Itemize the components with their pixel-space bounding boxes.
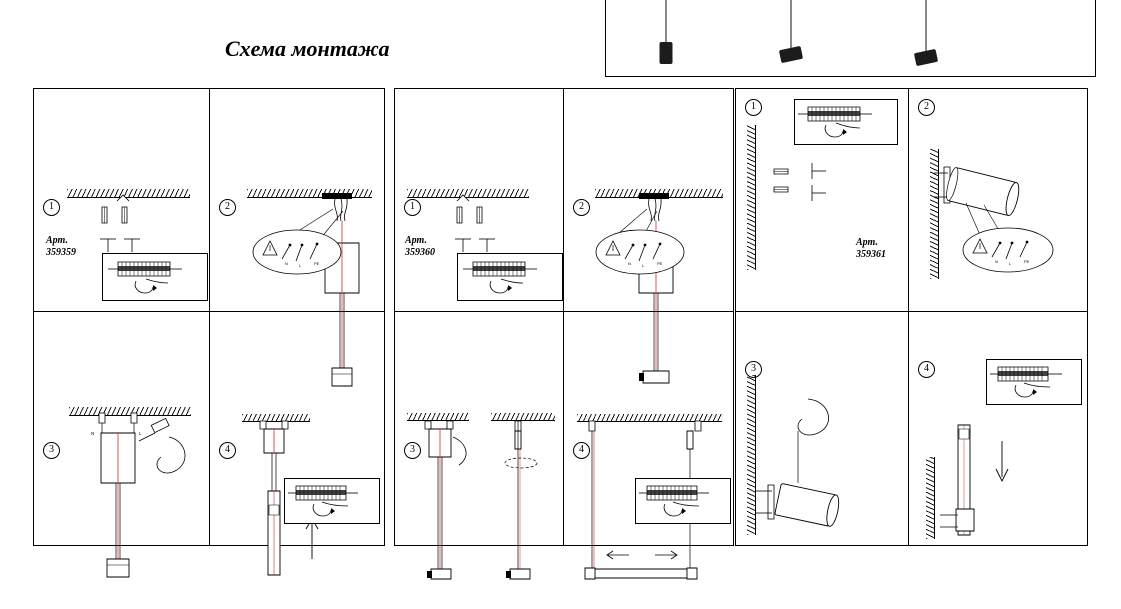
- step-number-4: 4: [918, 361, 935, 378]
- article-number: 359360: [405, 247, 435, 258]
- article-number: 359361: [856, 249, 886, 260]
- wall-hatch: [747, 125, 755, 270]
- svg-text:N: N: [285, 261, 288, 266]
- lamp-body: [779, 46, 803, 63]
- lamp-wire: [926, 0, 927, 54]
- article-word: Арт.: [856, 237, 878, 248]
- lamp-body: [914, 49, 938, 66]
- svg-text:PE: PE: [314, 261, 320, 266]
- screw-pair: [453, 237, 499, 253]
- svg-text:PE: PE: [1024, 259, 1030, 264]
- step-number-1: 1: [43, 199, 60, 216]
- wall-lamp-step3: [750, 379, 900, 539]
- lamp-assembly-step3a: [407, 419, 487, 605]
- screw-pair-wall: [810, 161, 836, 205]
- panel-divider-horizontal: [736, 311, 1087, 312]
- article-word: Арт.: [46, 235, 68, 246]
- wire-connection-callout: [595, 229, 685, 275]
- article-number: 359359: [46, 247, 76, 258]
- step-number-4: 4: [573, 442, 590, 459]
- article-label-359359: [46, 235, 76, 259]
- lamp-body: [660, 42, 673, 64]
- step-number-2: 2: [573, 199, 590, 216]
- product-photo-strip: [605, 0, 1096, 77]
- step-number-3: 3: [745, 361, 762, 378]
- svg-text:N: N: [628, 261, 631, 266]
- panel-359359: [33, 88, 385, 546]
- wire-connection-callout: [252, 229, 342, 275]
- lamp-assembly-step3b: [491, 419, 571, 605]
- panel-359361: [735, 88, 1088, 546]
- svg-text:N: N: [91, 431, 95, 436]
- step-number-1: 1: [404, 199, 421, 216]
- lamp-assembly-step2: [247, 193, 377, 393]
- lamp-wire: [791, 0, 792, 50]
- step-number-3: 3: [43, 442, 60, 459]
- panel-divider-vertical: [209, 89, 210, 545]
- article-label-359361: [856, 237, 886, 261]
- terminal-block-detail: [798, 103, 894, 143]
- panel-divider-vertical: [908, 89, 909, 545]
- step-number-4: 4: [219, 442, 236, 459]
- photo-lamp-1: [651, 0, 681, 66]
- step-number-1: 1: [745, 99, 762, 116]
- photo-lamp-2: [776, 0, 806, 66]
- step-number-3: 3: [404, 442, 421, 459]
- dowel-pair: [453, 207, 493, 225]
- ceiling-notch: [67, 193, 190, 201]
- terminal-block-detail: [461, 257, 559, 299]
- screw-pair: [98, 237, 144, 253]
- lamp-assembly-step2: [591, 193, 731, 393]
- svg-text:N: N: [995, 259, 998, 264]
- ceiling-notch: [407, 193, 529, 201]
- terminal-block-detail: [106, 257, 204, 299]
- article-label-359360: [405, 235, 435, 259]
- step-number-2: 2: [219, 199, 236, 216]
- page-title: Схема монтажа: [225, 36, 390, 61]
- step-number-2: 2: [918, 99, 935, 116]
- wall-line: [755, 125, 756, 270]
- terminal-block-detail: [288, 482, 376, 522]
- lamp-wire: [666, 0, 667, 44]
- dowel-pair: [98, 207, 138, 225]
- svg-text:L: L: [642, 263, 645, 268]
- svg-text:L: L: [1009, 261, 1012, 266]
- svg-text:L: L: [299, 263, 302, 268]
- terminal-block-detail: [990, 363, 1078, 403]
- lamp-assembly-step3: [69, 411, 209, 601]
- terminal-block-detail: [639, 482, 727, 522]
- svg-text:L: L: [139, 431, 142, 436]
- photo-lamp-3: [911, 0, 941, 68]
- article-word: Арт.: [405, 235, 427, 246]
- panel-359360: [394, 88, 734, 546]
- svg-text:PE: PE: [657, 261, 663, 266]
- wire-connection-callout: [962, 227, 1054, 273]
- dowel-pair-wall: [772, 167, 798, 201]
